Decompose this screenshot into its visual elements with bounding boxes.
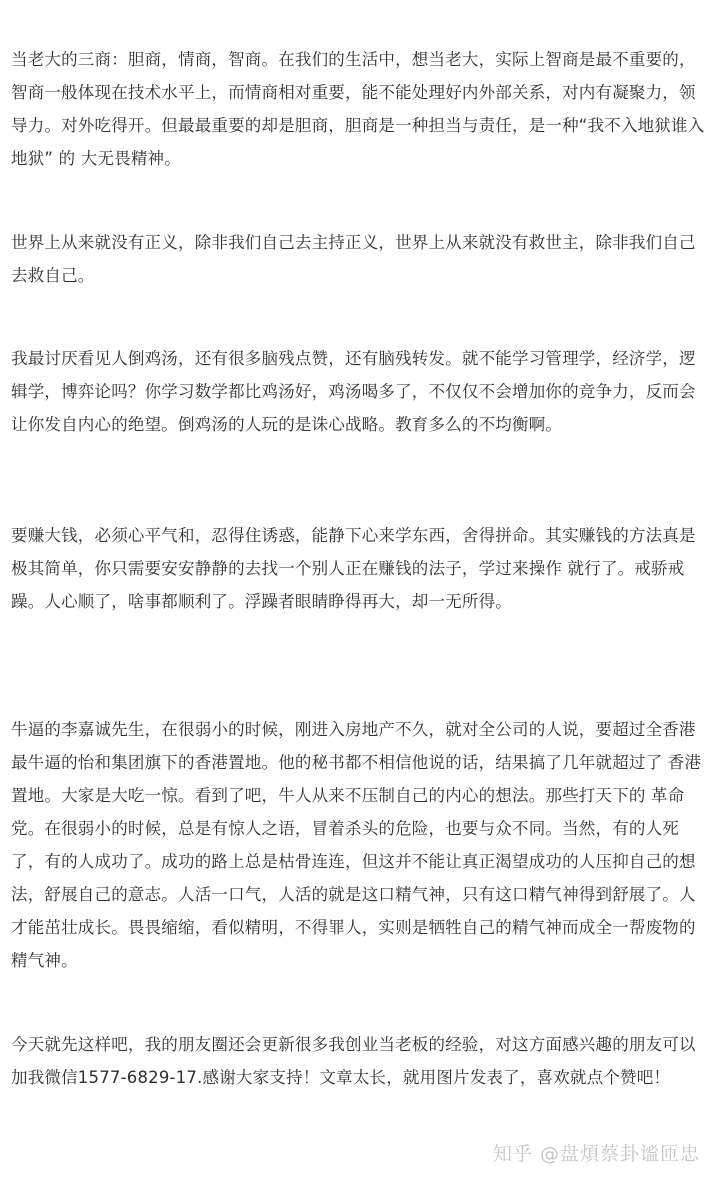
zhihu-watermark: 知乎 @盘煩蔡卦谧匝忠	[492, 1143, 700, 1165]
paragraph-justice: 世界上从来就没有正义，除非我们自己去主持正义，世界上从来就没有救世主，除非我们自己去救自己。	[11, 233, 696, 285]
paragraph-make-money: 要赚大钱，必须心平气和，忍得住诱惑，能静下心来学东西，舍得拼命。其实赚钱的方法真是极其简单，你只需要安安静静的去找一个别人正在赚钱的法子，学过来操作 就行了。戒骄戒躁。人心顺了，啥事都顺利了。浮躁者眼睛睁得再大，却一无所得。	[11, 526, 696, 611]
paragraph-three-qualities: 当老大的三商：胆商，情商，智商。在我们的生活中，想当老大，实际上智商是最不重要的，智商一般体现在技术水平上，而情商相对重要，能不能处理好内外部关系，对内有凝聚力，领导力。对外吃得开。但最最重要的却是胆商，胆商是一种担当与责任，是一种“我不入地狱谁入地狱” 的 大无畏精神。	[11, 50, 705, 168]
paragraph-chicken-soup: 我最讨厌看见人倒鸡汤，还有很多脑残点赞，还有脑残转发。就不能学习管理学，经济学，逻辑学，博弈论吗？你学习数学都比鸡汤好，鸡汤喝多了，不仅仅不会增加你的竞争力，反而会让你发自内心的绝望。倒鸡汤的人玩的是诛心战略。教育多么的不均衡啊。	[11, 349, 696, 434]
paragraph-li-ka-shing: 牛逼的李嘉诚先生，在很弱小的时候，刚进入房地产不久，就对全公司的人说，要超过全香港最牛逼的怡和集团旗下的香港置地。他的秘书都不相信他说的话，结果搞了几年就超过了 香港置地。大家是大吃一惊。看到了吧，牛人从来不压制自己的内心的想法。那些打天下的 革命党。在很弱小的时候，总是有惊人之语，冒着杀头的危险，也要与众不同。当然，有的人死了，有的人成功了。成功的路上总是枯骨连连，但这并不能让真正渴望成功的人压抑自己的想法，舒展自己的意志。人活一口气，人活的就是这口精气神，只有这口精气神得到舒展了。人才能茁壮成长。畏畏缩缩，看似精明，不得罪人，实则是牺牲自己的精气神而成全一帮废物的精气神。	[11, 720, 702, 970]
paragraph-closing: 今天就先这样吧，我的朋友圈还会更新很多我创业当老板的经验，对这方面感兴趣的朋友可以加我微信1577-6829-17.感谢大家支持！文章太长，就用图片发表了，喜欢就点个赞吧！	[11, 1035, 696, 1087]
